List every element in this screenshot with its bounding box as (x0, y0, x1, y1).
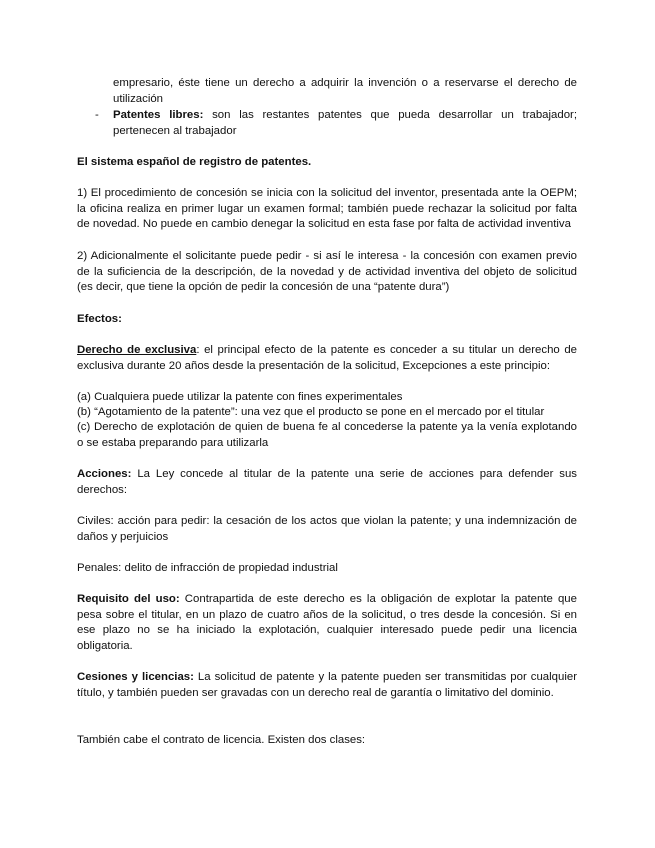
bullet-text: son las restantes patentes que pueda desarrollar un trabajador; pertenecen al trabajador (113, 109, 577, 137)
sistema-paragraph-1: 1) El procedimiento de concesión se inicia con la solicitud del inventor, presentada ante la OEPM; la oficina realiza en primer lugar un examen formal; también puede rechazar la solicitud por falta de novedad. No puede en cambio denegar la solicitud en esta fase por falta de actividad inventiva (77, 187, 577, 231)
civiles-paragraph: Civiles: acción para pedir: la cesación de los actos que violan la patente; y una indemnización de daños y perjuicios (77, 515, 577, 543)
bullet-patentes-libres (113, 108, 577, 139)
excepcion-b: (b) “Agotamiento de la patente”: una vez que el producto se pone en el mercado por el titular (77, 406, 545, 418)
exclusiva-text: : el principal efecto de la patente es conceder a su titular un derecho de exclusiva durante 20 años desde la presentación de la solicitud, Excepciones a este principio: (77, 344, 578, 372)
cesiones-term: Cesiones y licencias: (77, 671, 194, 683)
acciones-paragraph (77, 467, 577, 498)
heading-sistema-text: El sistema español de registro de patentes. (77, 156, 312, 168)
acciones-text: La Ley concede al titular de la patente una serie de acciones para defender sus derechos: (77, 468, 577, 496)
penales-paragraph: Penales: delito de infracción de propiedad industrial (77, 562, 338, 574)
requisito-text: Contrapartida de este derecho es la obligación de explotar la patente que pesa sobre el titular, en un plazo de cuatro años de la solicitud, o tres desde la concesión. Si en ese plazo no se ha iniciado la explotación, cualquier interesado puede pedir una licencia obligatoria. (77, 593, 577, 652)
exclusiva-term: Derecho de exclusiva (77, 344, 197, 356)
excepcion-a: (a) Cualquiera puede utilizar la patente con fines experimentales (77, 391, 403, 403)
licencia-paragraph: También cabe el contrato de licencia. Existen dos clases: (77, 734, 366, 746)
requisito-term: Requisito del uso: (77, 593, 180, 605)
continuation-text: empresario, éste tiene un derecho a adquirir la invención o a reservarse el derecho de utilización (113, 77, 577, 105)
cesiones-paragraph (77, 670, 577, 701)
heading-efectos (77, 312, 577, 328)
exclusiva-paragraph (77, 343, 577, 374)
heading-efectos-text: Efectos: (77, 313, 122, 325)
requisito-paragraph (77, 592, 577, 654)
excepcion-c: (c) Derecho de explotación de quien de buena fe al concederse la patente ya la venía explotando o se estaba preparando para utilizarla (77, 421, 577, 449)
acciones-term: Acciones: (77, 468, 132, 480)
bullet-term: Patentes libres: (113, 109, 204, 121)
sistema-paragraph-2: 2) Adicionalmente el solicitante puede pedir - si así le interesa - la concesión con examen previo de la suficiencia de la descripción, de la novedad y de actividad inventiva del objeto de solicitud (es decir, que tiene la opción de pedir la concesión de una “patente dura”) (77, 250, 577, 294)
bullet-dash: - (95, 109, 99, 121)
cesiones-text: La solicitud de patente y la patente pueden ser transmitidas por cualquier título, y también pueden ser gravadas con un derecho real de garantía o limitativo del dominio. (77, 671, 577, 699)
heading-sistema (77, 155, 577, 171)
